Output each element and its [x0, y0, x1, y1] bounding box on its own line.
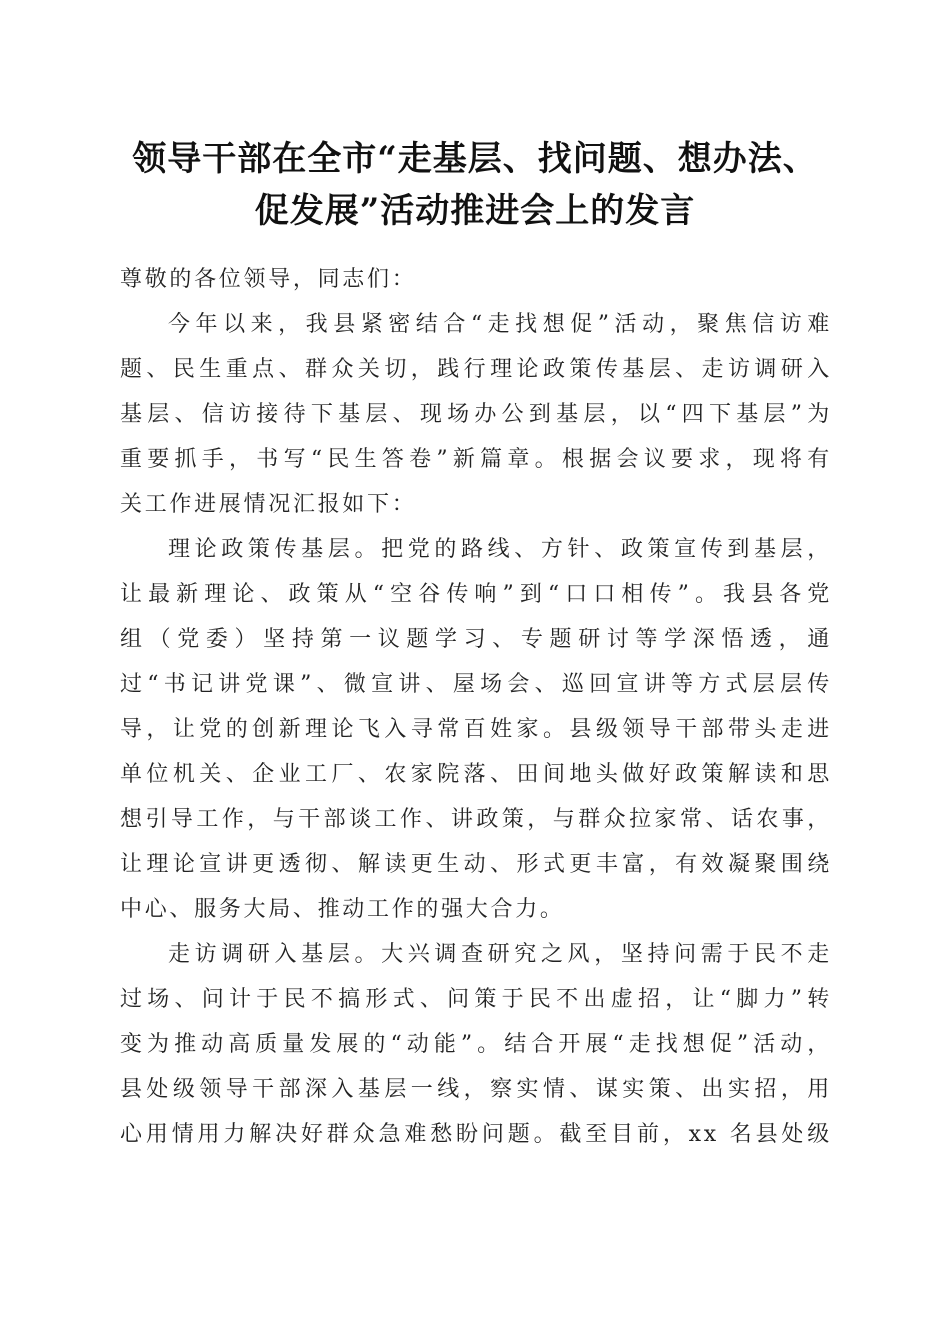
paragraph-line: 走访调研入基层。大兴调查研究之风，坚持问需于民不走 [168, 942, 832, 967]
salutation: 尊敬的各位领导，同志们： [120, 267, 417, 292]
paragraph-line: 组（党委）坚持第一议题学习、专题研讨等学深悟透，通 [120, 627, 832, 652]
paragraph-line: 基层、信访接待下基层、现场办公到基层，以“四下基层”为 [120, 402, 832, 427]
paragraph-line: 理论政策传基层。把党的路线、方针、政策宣传到基层， [168, 537, 832, 562]
paragraph-line: 变为推动高质量发展的“动能”。结合开展“走找想促”活动， [120, 1032, 832, 1057]
paragraph-line: 过“书记讲党课”、微宣讲、屋场会、巡回宣讲等方式层层传 [120, 672, 832, 697]
paragraph-3 [120, 932, 832, 1157]
title-line: 促发展”活动推进会上的发言 [254, 191, 696, 231]
paragraph-line: 导，让党的创新理论飞入寻常百姓家。县级领导干部带头走进 [120, 717, 832, 742]
paragraph-line: 关工作进展情况汇报如下： [120, 492, 417, 517]
title-line: 领导干部在全市“走基层、找问题、想办法、 [132, 139, 818, 179]
paragraph-1 [120, 302, 832, 527]
paragraph-line: 中心、服务大局、推动工作的强大合力。 [120, 897, 565, 922]
paragraph-line: 今年以来，我县紧密结合“走找想促”活动，聚焦信访难 [168, 312, 832, 337]
document-title [100, 133, 850, 237]
paragraph-2 [120, 527, 832, 932]
paragraph-line: 想引导工作，与干部谈工作、讲政策，与群众拉家常、话农事， [120, 807, 832, 832]
paragraph-line: 单位机关、企业工厂、农家院落、田间地头做好政策解读和思 [120, 762, 832, 787]
paragraph-line: 过场、问计于民不搞形式、问策于民不出虚招，让“脚力”转 [120, 987, 832, 1012]
paragraph-line: 题、民生重点、群众关切，践行理论政策传基层、走访调研入 [120, 357, 832, 382]
paragraph-line: 重要抓手，书写“民生答卷”新篇章。根据会议要求，现将有 [120, 447, 832, 472]
paragraph-line: 让最新理论、政策从“空谷传响”到“口口相传”。我县各党 [120, 582, 832, 607]
document-body [120, 257, 832, 1157]
paragraph-line: 让理论宣讲更透彻、解读更生动、形式更丰富，有效凝聚围绕 [120, 852, 832, 877]
paragraph-line: 心用情用力解决好群众急难愁盼问题。截至目前，xx 名县处级 [120, 1122, 832, 1147]
paragraph-line: 县处级领导干部深入基层一线，察实情、谋实策、出实招，用 [120, 1077, 832, 1102]
